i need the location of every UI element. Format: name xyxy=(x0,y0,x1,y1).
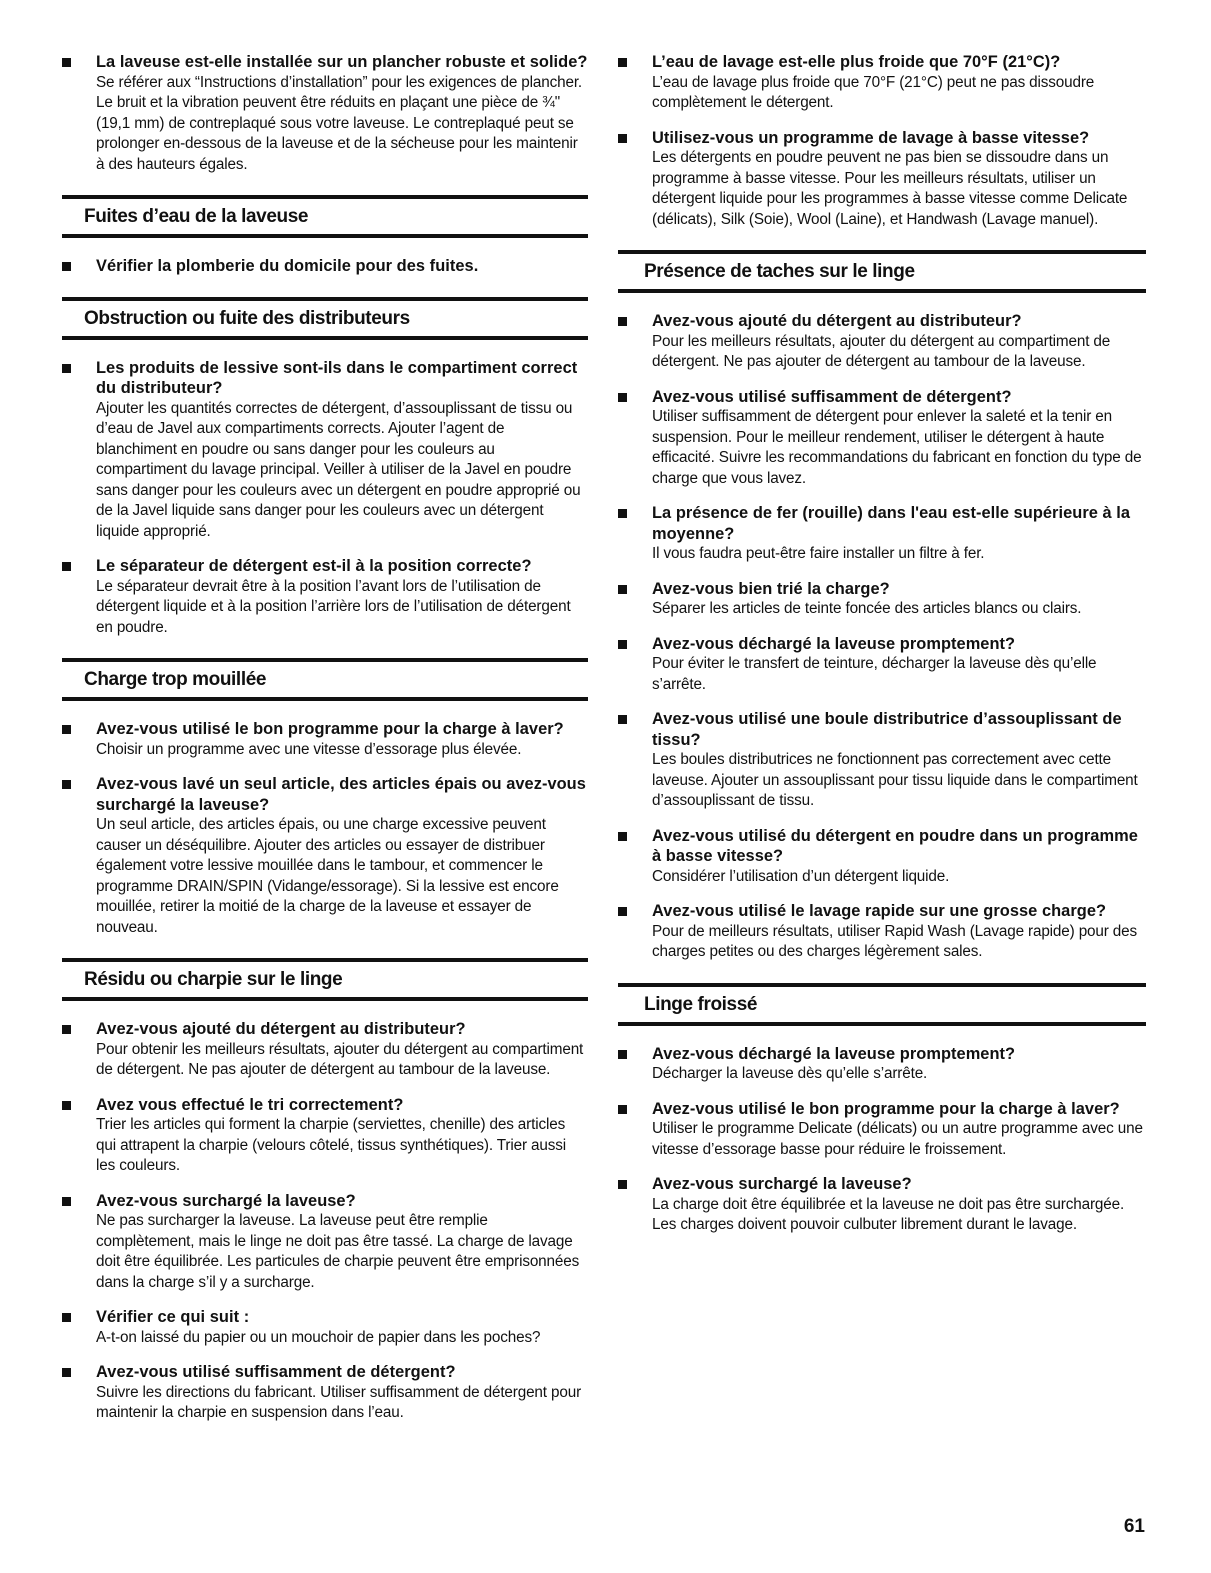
item-question: Avez-vous déchargé la laveuse promptement? xyxy=(652,634,1016,653)
item-answer: Les détergents en poudre peuvent ne pas bien se dissoudre dans un programme à basse vitesse. Pour les meilleurs résultats, utiliser un détergent liquide pour les programmes à basse vitesse comme Delicate (délicats), Silk (Soie), Wool (Laine), et Handwash (Lavage manuel). xyxy=(652,149,1128,228)
troubleshoot-item xyxy=(618,709,1146,812)
square-bullet-icon xyxy=(618,134,627,143)
item-answer: Utiliser suffisamment de détergent pour enlever la saleté et la tenir en suspension. Pour le meilleur rendement, utiliser le détergent à haute efficacité. Suivre les recommandations du fabricant en fonction du type de charge que vous lavez. xyxy=(652,408,1142,487)
troubleshoot-item xyxy=(62,556,588,638)
item-question: Avez-vous utilisé le bon programme pour la charge à laver? xyxy=(96,720,564,738)
item-answer: Le séparateur devrait être à la position l’avant lors de l’utilisation de détergent liquide et à la position l’arrière lors de l’utilisation de détergent en poudre. xyxy=(96,577,571,636)
troubleshoot-item xyxy=(62,1019,588,1081)
item-answer: Pour les meilleurs résultats, ajouter du détergent au compartiment de détergent. Ne pas ajouter de détergent au tambour de la laveuse. xyxy=(652,332,1111,370)
item-answer: Pour éviter le transfert de teinture, décharger la laveuse dès qu’elle s’arrête. xyxy=(652,655,1097,693)
item-question: La laveuse est-elle installée sur un plancher robuste et solide? xyxy=(96,53,588,71)
square-bullet-icon xyxy=(62,1368,71,1377)
item-question: Avez-vous surchargé la laveuse? xyxy=(96,1191,356,1210)
section-heading: Linge froissé xyxy=(618,983,1146,1026)
item-answer: Ne pas surcharger la laveuse. La laveuse peut être remplie complètement, mais le linge ne doit pas être tassé. La charge de lavage doit être équilibrée. Les particules de charpie peuvent être emprisonnées dans la charge s’il y a surcharge. xyxy=(96,1212,580,1291)
troubleshoot-item xyxy=(618,311,1146,373)
square-bullet-icon xyxy=(618,585,627,594)
square-bullet-icon xyxy=(618,317,627,326)
item-answer: Décharger la laveuse dès qu’elle s’arrête. xyxy=(652,1065,928,1082)
square-bullet-icon xyxy=(618,1105,627,1114)
square-bullet-icon xyxy=(618,832,627,841)
left-column xyxy=(62,52,588,1438)
square-bullet-icon xyxy=(62,1101,71,1110)
item-question: Avez-vous utilisé une boule distributrice d’assouplissant de tissu? xyxy=(652,710,1122,749)
square-bullet-icon xyxy=(62,1025,71,1034)
item-question: Les produits de lessive sont-ils dans le compartiment correct du distributeur? xyxy=(96,358,578,397)
item-question: Avez-vous utilisé suffisamment de détergent? xyxy=(96,1363,456,1381)
troubleshoot-item xyxy=(618,826,1146,888)
item-question: La présence de fer (rouille) dans l'eau est-elle supérieure à la moyenne? xyxy=(652,504,1131,543)
section-heading: Obstruction ou fuite des distributeurs xyxy=(62,297,588,340)
item-answer: La charge doit être équilibrée et la laveuse ne doit pas être surchargée. Les charges doivent pouvoir culbuter librement durant le lavage. xyxy=(652,1195,1125,1233)
right-column xyxy=(618,52,1146,1250)
square-bullet-icon xyxy=(618,58,627,67)
troubleshoot-item xyxy=(618,1099,1146,1161)
section-heading: Fuites d’eau de la laveuse xyxy=(62,195,588,238)
item-question: Avez-vous ajouté du détergent au distributeur? xyxy=(96,1020,466,1038)
item-question: Avez-vous utilisé le bon programme pour la charge à laver? xyxy=(652,1099,1120,1118)
item-answer: Pour de meilleurs résultats, utiliser Rapid Wash (Lavage rapide) pour des charges petites ou des charges légèrement sales. xyxy=(652,922,1138,960)
troubleshoot-item xyxy=(62,1307,588,1348)
square-bullet-icon xyxy=(618,1180,627,1189)
item-question: Avez-vous utilisé suffisamment de détergent? xyxy=(652,387,1012,406)
square-bullet-icon xyxy=(62,1197,71,1206)
square-bullet-icon xyxy=(618,393,627,402)
square-bullet-icon xyxy=(62,262,71,271)
item-answer: Utiliser le programme Delicate (délicats) ou un autre programme avec une vitesse d’essorage basse pour réduire le froissement. xyxy=(652,1120,1143,1158)
item-question: Vérifier ce qui suit : xyxy=(96,1308,250,1326)
troubleshoot-item xyxy=(618,52,1146,114)
item-question: Vérifier la plomberie du domicile pour des fuites. xyxy=(96,257,479,275)
item-question: Utilisez-vous un programme de lavage à basse vitesse? xyxy=(652,128,1090,147)
item-answer: Les boules distributrices ne fonctionnent pas correctement avec cette laveuse. Ajouter un assouplissant pour tissu liquide dans le compartiment d’assouplissant de tissu. xyxy=(652,751,1138,809)
item-question: Avez-vous lavé un seul article, des articles épais ou avez-vous surchargé la laveuse? xyxy=(96,775,586,814)
square-bullet-icon xyxy=(62,364,71,373)
page-number: 61 xyxy=(1123,1516,1145,1537)
square-bullet-icon xyxy=(62,725,71,734)
square-bullet-icon xyxy=(618,715,627,724)
item-question: L’eau de lavage est-elle plus froide que 70°F (21°C)? xyxy=(652,53,1061,71)
square-bullet-icon xyxy=(62,562,71,571)
section-heading: Présence de taches sur le linge xyxy=(618,250,1146,293)
troubleshoot-item xyxy=(618,901,1146,963)
troubleshoot-item xyxy=(62,52,588,175)
item-answer: Considérer l’utilisation d’un détergent liquide. xyxy=(652,867,950,885)
item-answer: Il vous faudra peut-être faire installer un filtre à fer. xyxy=(652,545,985,562)
square-bullet-icon xyxy=(62,780,71,789)
square-bullet-icon xyxy=(618,509,627,518)
section-heading: Résidu ou charpie sur le linge xyxy=(62,958,588,1001)
troubleshoot-item xyxy=(62,1362,588,1424)
troubleshoot-item xyxy=(618,1044,1146,1085)
troubleshoot-item xyxy=(618,503,1146,565)
item-question: Avez vous effectué le tri correctement? xyxy=(96,1095,404,1114)
item-answer: Choisir un programme avec une vitesse d’essorage plus élevée. xyxy=(96,740,522,758)
item-question: Avez-vous ajouté du détergent au distributeur? xyxy=(652,312,1022,330)
troubleshoot-item xyxy=(618,128,1146,231)
square-bullet-icon xyxy=(618,640,627,649)
troubleshoot-item xyxy=(62,774,588,938)
square-bullet-icon xyxy=(62,58,71,67)
item-answer: Séparer les articles de teinte foncée des articles blancs ou clairs. xyxy=(652,600,1082,617)
item-answer: A-t-on laissé du papier ou un mouchoir de papier dans les poches? xyxy=(96,1328,541,1346)
item-question: Avez-vous surchargé la laveuse? xyxy=(652,1175,912,1193)
troubleshoot-item xyxy=(62,1095,588,1177)
troubleshoot-item xyxy=(618,1174,1146,1236)
item-answer: L’eau de lavage plus froide que 70°F (21°C) peut ne pas dissoudre complètement le détergent. xyxy=(652,73,1095,111)
square-bullet-icon xyxy=(62,1313,71,1322)
item-answer: Un seul article, des articles épais, ou une charge excessive peuvent causer un déséquilibre. Ajouter des articles ou essayer de distribuer également votre lessive mouillée dans le tambour, et commencer le programme DRAIN/SPIN (Vidange/essorage). Si la lessive est encore mouillée, retirer la moitié de la charge de la laveuse et essayer de nouveau. xyxy=(96,816,559,936)
item-question: Le séparateur de détergent est-il à la position correcte? xyxy=(96,557,532,575)
item-answer: Ajouter les quantités correctes de détergent, d’assouplissant de tissu ou d’eau de Javel aux compartiments corrects. Ajouter l’agent de blanchiment en poudre ou sans danger pour les couleurs au compartiment du lavage principal. Veiller à utiliser de la Javel en poudre sans danger pour les couleurs avec un détergent en poudre approprié ou de la Javel liquide sans danger pour les couleurs avec un détergent liquide approprié. xyxy=(96,399,581,540)
item-question: Avez-vous bien trié la charge? xyxy=(652,579,890,598)
item-answer: Se référer aux “Instructions d’installation” pour les exigences de plancher. Le bruit et la vibration peuvent être réduits en plaçant une pièce de ¾" (19,1 mm) de contreplaqué sous votre laveuse. Le contreplaqué peut se prolonger en-dessous de la laveuse et de la sécheuse pour les maintenir à des hauteurs égales. xyxy=(96,73,583,173)
item-question: Avez-vous utilisé du détergent en poudre dans un programme à basse vitesse? xyxy=(652,826,1138,865)
square-bullet-icon xyxy=(618,1050,627,1059)
section-heading: Charge trop mouillée xyxy=(62,658,588,701)
troubleshoot-item xyxy=(62,1191,588,1294)
troubleshoot-item xyxy=(618,634,1146,696)
item-question: Avez-vous utilisé le lavage rapide sur une grosse charge? xyxy=(652,902,1107,920)
item-answer: Pour obtenir les meilleurs résultats, ajouter du détergent au compartiment de détergent. Ne pas ajouter de détergent au tambour de la laveuse. xyxy=(96,1040,584,1078)
troubleshoot-item xyxy=(62,256,588,277)
square-bullet-icon xyxy=(618,907,627,916)
troubleshoot-item xyxy=(62,719,588,760)
troubleshoot-item xyxy=(618,579,1146,620)
item-answer: Suivre les directions du fabricant. Utiliser suffisamment de détergent pour maintenir la charpie en suspension dans l’eau. xyxy=(96,1383,582,1421)
troubleshoot-item xyxy=(618,387,1146,490)
troubleshoot-item xyxy=(62,358,588,543)
item-question: Avez-vous déchargé la laveuse promptement? xyxy=(652,1044,1016,1063)
item-answer: Trier les articles qui forment la charpie (serviettes, chenille) des articles qui attrapent la charpie (velours côtelé, tissus synthétiques). Trier aussi les couleurs. xyxy=(96,1116,566,1174)
